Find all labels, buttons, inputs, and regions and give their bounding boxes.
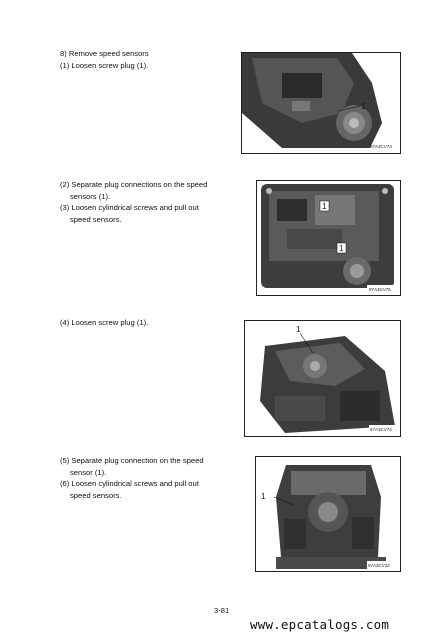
step-text-4: [60, 455, 204, 501]
step-text-1: [60, 48, 149, 71]
callout-label: 1: [296, 325, 301, 334]
step-heading: 8) Remove speed sensors: [60, 49, 149, 58]
step-line: sensors (1).: [70, 191, 111, 201]
figure-2: [256, 180, 401, 296]
figure-3: [244, 320, 401, 437]
figure-1: [241, 52, 401, 154]
step-line: (4) Loosen screw plug (1).: [60, 318, 149, 327]
callout-label: 1: [361, 102, 366, 111]
transmission-photo-4: [256, 457, 400, 571]
figure-4: [255, 456, 401, 572]
page-number: 3-81: [214, 606, 230, 615]
transmission-photo-2: [257, 181, 400, 295]
callout-label: 1: [322, 202, 327, 211]
step-line: speed sensors.: [70, 214, 122, 224]
callout-label: 1: [261, 492, 266, 501]
transmission-photo-1: [242, 53, 400, 153]
figure-code: 97A3CV22: [368, 563, 390, 568]
step-text-2: [60, 179, 207, 225]
transmission-photo-3: [245, 321, 400, 436]
figure-code: 97A3CV75: [369, 287, 391, 292]
figure-code: 97A3CV74: [370, 427, 392, 432]
step-line: sensor (1).: [70, 467, 107, 477]
step-line: (2) Separate plug connections on the speed: [60, 180, 208, 189]
callout-label: 1: [339, 244, 344, 253]
step-line: (6) Loosen cylindrical screws and pull out: [60, 479, 199, 488]
step-text-3: [60, 317, 148, 329]
step-line: (5) Separate plug connection on the speed: [60, 456, 204, 465]
watermark: www.epcatalogs.com: [250, 617, 390, 632]
step-line: speed sensors.: [70, 490, 122, 500]
step-line: (3) Loosen cylindrical screws and pull out: [60, 203, 199, 212]
step-line: (1) Loosen screw plug (1).: [60, 60, 149, 70]
figure-code: 97A3CV73: [370, 144, 392, 149]
